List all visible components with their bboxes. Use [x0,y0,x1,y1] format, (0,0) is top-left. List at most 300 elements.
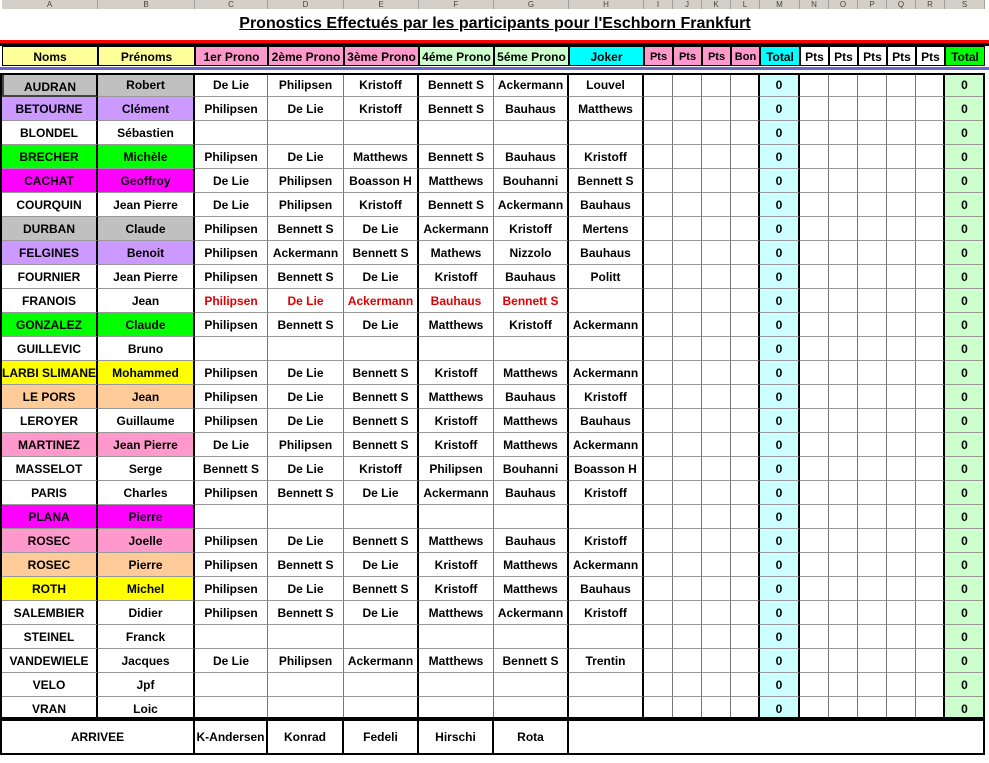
column-letter-c[interactable]: C [195,0,268,9]
cell-total[interactable]: 0 [760,697,800,721]
cell-pts[interactable] [673,241,702,265]
cell-pts[interactable] [702,241,731,265]
header-7-joker[interactable]: Joker [569,46,644,66]
cell-prono-1[interactable]: De Lie [195,649,268,673]
cell-prono-1[interactable]: Philipsen [195,289,268,313]
cell-pts[interactable] [800,385,829,409]
cell-pts[interactable] [829,241,858,265]
cell-pts[interactable] [673,337,702,361]
cell-prenom[interactable]: Jean [98,289,195,313]
cell-pts[interactable] [829,409,858,433]
cell-prono-5[interactable]: Kristoff [494,217,569,241]
cell-pts[interactable] [916,313,945,337]
cell-total-final[interactable]: 0 [945,241,985,265]
cell-pts[interactable] [829,121,858,145]
cell-pts[interactable] [916,577,945,601]
column-letter-n[interactable]: N [800,0,829,9]
cell-pts[interactable] [644,97,673,121]
cell-pts[interactable] [887,649,916,673]
cell-prono-5[interactable]: Bauhaus [494,145,569,169]
header-14-pts[interactable]: Pts [829,46,858,66]
cell-prono-3[interactable]: Bennett S [344,577,419,601]
cell-joker[interactable] [569,337,644,361]
cell-total[interactable]: 0 [760,625,800,649]
cell-prono-2[interactable] [268,505,344,529]
header-1-pr-noms[interactable]: Prénoms [98,46,195,66]
cell-prono-5[interactable] [494,337,569,361]
cell-pts[interactable] [702,337,731,361]
header-10-pts[interactable]: Pts [702,46,731,66]
cell-prono-5[interactable]: Matthews [494,433,569,457]
cell-pts[interactable] [673,265,702,289]
cell-pts[interactable] [829,97,858,121]
cell-pts[interactable] [673,529,702,553]
cell-nom[interactable]: BETOURNE [2,97,98,121]
column-letter-s[interactable]: S [945,0,985,9]
cell-prono-1[interactable]: Philipsen [195,361,268,385]
cell-prenom[interactable]: Loic [98,697,195,721]
cell-joker[interactable]: Ackermann [569,313,644,337]
cell-prenom[interactable]: Jean Pierre [98,433,195,457]
cell-pts[interactable] [916,505,945,529]
cell-pts[interactable] [887,73,916,97]
cell-pts[interactable] [702,361,731,385]
cell-pts[interactable] [858,673,887,697]
cell-pts[interactable] [858,169,887,193]
cell-pts[interactable] [644,433,673,457]
cell-prono-4[interactable]: Kristoff [419,361,494,385]
cell-prono-2[interactable]: De Lie [268,97,344,121]
cell-pts[interactable] [702,265,731,289]
cell-pts[interactable] [887,193,916,217]
cell-prono-1[interactable]: Philipsen [195,313,268,337]
cell-pts[interactable] [800,697,829,721]
cell-total[interactable]: 0 [760,121,800,145]
cell-prenom[interactable]: Pierre [98,553,195,577]
cell-joker[interactable] [569,697,644,721]
cell-pts[interactable] [829,481,858,505]
cell-prono-5[interactable]: Bauhaus [494,385,569,409]
cell-joker[interactable]: Bennett S [569,169,644,193]
cell-pts[interactable] [673,73,702,97]
cell-prono-5[interactable]: Matthews [494,577,569,601]
cell-pts[interactable] [887,361,916,385]
cell-prono-3[interactable]: Kristoff [344,457,419,481]
cell-total[interactable]: 0 [760,529,800,553]
cell-pts[interactable] [829,73,858,97]
cell-prono-4[interactable]: Bennett S [419,193,494,217]
cell-pts[interactable] [858,625,887,649]
cell-prono-4[interactable]: Matthews [419,529,494,553]
cell-total-final[interactable]: 0 [945,73,985,97]
cell-pts[interactable] [644,169,673,193]
cell-pts[interactable] [858,337,887,361]
cell-prono-3[interactable]: Kristoff [344,97,419,121]
cell-joker[interactable]: Kristoff [569,481,644,505]
cell-pts[interactable] [887,97,916,121]
cell-pts[interactable] [673,217,702,241]
cell-prenom[interactable]: Benoit [98,241,195,265]
cell-pts[interactable] [644,697,673,721]
cell-total-final[interactable]: 0 [945,577,985,601]
cell-pts[interactable] [916,409,945,433]
cell-nom[interactable]: VRAN [2,697,98,721]
cell-prenom[interactable]: Jpf [98,673,195,697]
cell-pts[interactable] [673,289,702,313]
cell-pts[interactable] [673,649,702,673]
cell-pts[interactable] [887,313,916,337]
cell-pts[interactable] [858,409,887,433]
cell-pts[interactable] [644,481,673,505]
cell-pts[interactable] [800,169,829,193]
cell-prono-4[interactable] [419,697,494,721]
cell-nom[interactable]: LEROYER [2,409,98,433]
cell-prono-2[interactable]: De Lie [268,289,344,313]
cell-prono-4[interactable] [419,505,494,529]
cell-pts[interactable] [858,697,887,721]
cell-prono-5[interactable] [494,673,569,697]
cell-pts[interactable] [673,433,702,457]
cell-prono-5[interactable]: Bennett S [494,649,569,673]
cell-total-final[interactable]: 0 [945,289,985,313]
cell-joker[interactable] [569,289,644,313]
cell-pts[interactable] [644,553,673,577]
cell-prono-2[interactable] [268,625,344,649]
cell-pts[interactable] [916,385,945,409]
cell-prono-2[interactable] [268,121,344,145]
header-0-noms[interactable]: Noms [2,46,98,66]
cell-pts[interactable] [887,217,916,241]
cell-nom[interactable]: MARTINEZ [2,433,98,457]
cell-prono-3[interactable]: Ackermann [344,289,419,313]
cell-prenom[interactable]: Claude [98,217,195,241]
cell-prono-1[interactable]: Philipsen [195,145,268,169]
cell-pts[interactable] [858,241,887,265]
cell-prenom[interactable]: Jacques [98,649,195,673]
cell-prenom[interactable]: Sébastien [98,121,195,145]
cell-prono-1[interactable]: Philipsen [195,265,268,289]
cell-prono-4[interactable] [419,337,494,361]
header-3-2-me-prono[interactable]: 2ème Prono [268,46,344,66]
cell-prono-2[interactable]: Bennett S [268,553,344,577]
cell-pts[interactable] [887,433,916,457]
cell-prono-2[interactable]: Philipsen [268,193,344,217]
column-letter-q[interactable]: Q [887,0,916,9]
cell-pts[interactable] [731,553,760,577]
cell-pts[interactable] [800,553,829,577]
cell-prono-1[interactable] [195,673,268,697]
cell-prono-1[interactable]: De Lie [195,73,268,97]
cell-pts[interactable] [702,577,731,601]
cell-pts[interactable] [829,385,858,409]
cell-prono-3[interactable]: Ackermann [344,649,419,673]
cell-pts[interactable] [702,673,731,697]
cell-pts[interactable] [916,145,945,169]
cell-total[interactable]: 0 [760,145,800,169]
cell-prono-2[interactable]: De Lie [268,577,344,601]
cell-pts[interactable] [644,361,673,385]
column-letter-e[interactable]: E [344,0,419,9]
cell-total[interactable]: 0 [760,385,800,409]
cell-pts[interactable] [916,121,945,145]
cell-pts[interactable] [858,553,887,577]
cell-pts[interactable] [887,577,916,601]
cell-total-final[interactable]: 0 [945,385,985,409]
cell-joker[interactable]: Ackermann [569,553,644,577]
cell-joker[interactable] [569,505,644,529]
cell-pts[interactable] [731,433,760,457]
cell-prono-4[interactable]: Matthews [419,385,494,409]
cell-pts[interactable] [702,289,731,313]
cell-prono-4[interactable]: Matthews [419,649,494,673]
cell-prono-5[interactable]: Bauhaus [494,529,569,553]
cell-prono-3[interactable]: De Lie [344,217,419,241]
cell-total-final[interactable]: 0 [945,481,985,505]
cell-prono-1[interactable]: Philipsen [195,553,268,577]
header-2-1er-prono[interactable]: 1er Prono [195,46,268,66]
cell-pts[interactable] [731,625,760,649]
cell-pts[interactable] [702,505,731,529]
header-8-pts[interactable]: Pts [644,46,673,66]
cell-total-final[interactable]: 0 [945,505,985,529]
cell-total[interactable]: 0 [760,289,800,313]
cell-prono-3[interactable]: De Lie [344,265,419,289]
cell-prenom[interactable]: Michel [98,577,195,601]
cell-pts[interactable] [702,121,731,145]
cell-prono-4[interactable]: Kristoff [419,553,494,577]
cell-total[interactable]: 0 [760,97,800,121]
column-letter-o[interactable]: O [829,0,858,9]
cell-pts[interactable] [887,289,916,313]
cell-pts[interactable] [829,577,858,601]
cell-prono-5[interactable]: Matthews [494,553,569,577]
column-letter-a[interactable]: A [2,0,98,9]
cell-pts[interactable] [829,265,858,289]
cell-pts[interactable] [800,217,829,241]
cell-prono-2[interactable]: De Lie [268,385,344,409]
cell-pts[interactable] [673,145,702,169]
cell-pts[interactable] [829,361,858,385]
cell-joker[interactable]: Bauhaus [569,577,644,601]
header-13-pts[interactable]: Pts [800,46,829,66]
cell-total-final[interactable]: 0 [945,457,985,481]
cell-prono-5[interactable]: Matthews [494,409,569,433]
cell-nom[interactable]: AUDRAN [2,73,98,97]
cell-pts[interactable] [673,577,702,601]
header-15-pts[interactable]: Pts [858,46,887,66]
cell-pts[interactable] [673,601,702,625]
cell-prono-1[interactable]: De Lie [195,433,268,457]
cell-pts[interactable] [887,505,916,529]
cell-prono-4[interactable]: Bauhaus [419,289,494,313]
cell-pts[interactable] [673,625,702,649]
cell-prono-4[interactable]: Bennett S [419,145,494,169]
cell-prenom[interactable]: Didier [98,601,195,625]
cell-pts[interactable] [916,697,945,721]
cell-pts[interactable] [829,289,858,313]
header-4-3-me-prono[interactable]: 3ème Prono [344,46,419,66]
cell-pts[interactable] [800,577,829,601]
cell-pts[interactable] [644,625,673,649]
cell-pts[interactable] [644,217,673,241]
cell-pts[interactable] [673,505,702,529]
cell-total[interactable]: 0 [760,433,800,457]
column-letter-p[interactable]: P [858,0,887,9]
cell-pts[interactable] [916,457,945,481]
cell-pts[interactable] [858,481,887,505]
cell-pts[interactable] [858,529,887,553]
cell-pts[interactable] [644,409,673,433]
cell-pts[interactable] [800,337,829,361]
cell-pts[interactable] [673,97,702,121]
cell-nom[interactable]: LE PORS [2,385,98,409]
cell-pts[interactable] [800,625,829,649]
cell-total[interactable]: 0 [760,265,800,289]
cell-nom[interactable]: FOURNIER [2,265,98,289]
cell-pts[interactable] [702,217,731,241]
cell-nom[interactable]: STEINEL [2,625,98,649]
column-letter-l[interactable]: L [731,0,760,9]
cell-pts[interactable] [916,97,945,121]
cell-total[interactable]: 0 [760,73,800,97]
column-letter-r[interactable]: R [916,0,945,9]
cell-pts[interactable] [887,265,916,289]
cell-prono-5[interactable]: Ackermann [494,601,569,625]
cell-prono-3[interactable]: Bennett S [344,385,419,409]
cell-pts[interactable] [858,73,887,97]
cell-prono-4[interactable] [419,121,494,145]
cell-pts[interactable] [731,217,760,241]
cell-pts[interactable] [887,481,916,505]
cell-total-final[interactable]: 0 [945,625,985,649]
cell-pts[interactable] [644,73,673,97]
cell-pts[interactable] [702,409,731,433]
cell-pts[interactable] [673,553,702,577]
cell-pts[interactable] [916,529,945,553]
cell-pts[interactable] [887,337,916,361]
cell-pts[interactable] [702,145,731,169]
cell-prono-5[interactable]: Bauhaus [494,481,569,505]
cell-total[interactable]: 0 [760,481,800,505]
cell-joker[interactable] [569,121,644,145]
cell-total-final[interactable]: 0 [945,361,985,385]
cell-prono-2[interactable]: Bennett S [268,313,344,337]
cell-prono-1[interactable] [195,337,268,361]
cell-nom[interactable]: FELGINES [2,241,98,265]
cell-pts[interactable] [731,313,760,337]
cell-total[interactable]: 0 [760,409,800,433]
cell-pts[interactable] [858,649,887,673]
column-letter-g[interactable]: G [494,0,569,9]
cell-pts[interactable] [916,361,945,385]
cell-pts[interactable] [800,457,829,481]
cell-joker[interactable] [569,673,644,697]
cell-pts[interactable] [731,193,760,217]
cell-pts[interactable] [702,385,731,409]
cell-pts[interactable] [800,145,829,169]
cell-prono-1[interactable] [195,505,268,529]
cell-prono-4[interactable]: Matthews [419,313,494,337]
cell-pts[interactable] [800,313,829,337]
header-5-4-me-prono[interactable]: 4éme Prono [419,46,494,66]
cell-pts[interactable] [829,625,858,649]
cell-pts[interactable] [702,457,731,481]
cell-pts[interactable] [887,553,916,577]
cell-pts[interactable] [858,385,887,409]
cell-pts[interactable] [731,457,760,481]
cell-joker[interactable]: Kristoff [569,601,644,625]
cell-prono-2[interactable]: Philipsen [268,649,344,673]
cell-joker[interactable]: Ackermann [569,433,644,457]
cell-pts[interactable] [731,73,760,97]
cell-prono-5[interactable]: Kristoff [494,313,569,337]
cell-nom[interactable]: LARBI SLIMANE [2,361,98,385]
cell-nom[interactable]: VANDEWIELE [2,649,98,673]
cell-joker[interactable]: Kristoff [569,145,644,169]
arrivee-result-1[interactable]: K-Andersen [195,721,268,753]
cell-pts[interactable] [731,409,760,433]
cell-nom[interactable]: ROTH [2,577,98,601]
cell-prono-4[interactable]: Philipsen [419,457,494,481]
cell-total[interactable]: 0 [760,601,800,625]
cell-pts[interactable] [829,433,858,457]
cell-prono-4[interactable]: Kristoff [419,265,494,289]
column-letter-m[interactable]: M [760,0,800,9]
cell-joker[interactable]: Matthews [569,97,644,121]
cell-pts[interactable] [644,457,673,481]
cell-prono-4[interactable] [419,673,494,697]
cell-total-final[interactable]: 0 [945,193,985,217]
cell-pts[interactable] [887,241,916,265]
cell-prono-3[interactable] [344,337,419,361]
cell-pts[interactable] [858,505,887,529]
cell-prono-1[interactable]: Philipsen [195,217,268,241]
cell-prono-1[interactable] [195,625,268,649]
cell-total[interactable]: 0 [760,217,800,241]
cell-total-final[interactable]: 0 [945,601,985,625]
cell-pts[interactable] [916,289,945,313]
cell-pts[interactable] [702,481,731,505]
cell-pts[interactable] [731,265,760,289]
cell-prono-1[interactable]: Philipsen [195,241,268,265]
cell-pts[interactable] [800,409,829,433]
cell-prono-4[interactable]: Mathews [419,241,494,265]
arrivee-result-3[interactable]: Fedeli [344,721,419,753]
cell-prono-4[interactable]: Kristoff [419,577,494,601]
header-17-pts[interactable]: Pts [916,46,945,66]
cell-pts[interactable] [916,73,945,97]
cell-pts[interactable] [731,697,760,721]
cell-pts[interactable] [916,241,945,265]
cell-pts[interactable] [829,601,858,625]
cell-total[interactable]: 0 [760,649,800,673]
cell-total-final[interactable]: 0 [945,529,985,553]
column-letter-b[interactable]: B [98,0,195,9]
cell-nom[interactable]: FRANOIS [2,289,98,313]
cell-prenom[interactable]: Charles [98,481,195,505]
cell-joker[interactable]: Louvel [569,73,644,97]
cell-pts[interactable] [800,481,829,505]
cell-prono-3[interactable]: Kristoff [344,73,419,97]
cell-prono-3[interactable]: De Lie [344,553,419,577]
cell-total-final[interactable]: 0 [945,265,985,289]
cell-pts[interactable] [858,433,887,457]
cell-pts[interactable] [702,169,731,193]
cell-pts[interactable] [644,649,673,673]
cell-pts[interactable] [829,217,858,241]
cell-prono-2[interactable]: De Lie [268,145,344,169]
cell-pts[interactable] [644,577,673,601]
